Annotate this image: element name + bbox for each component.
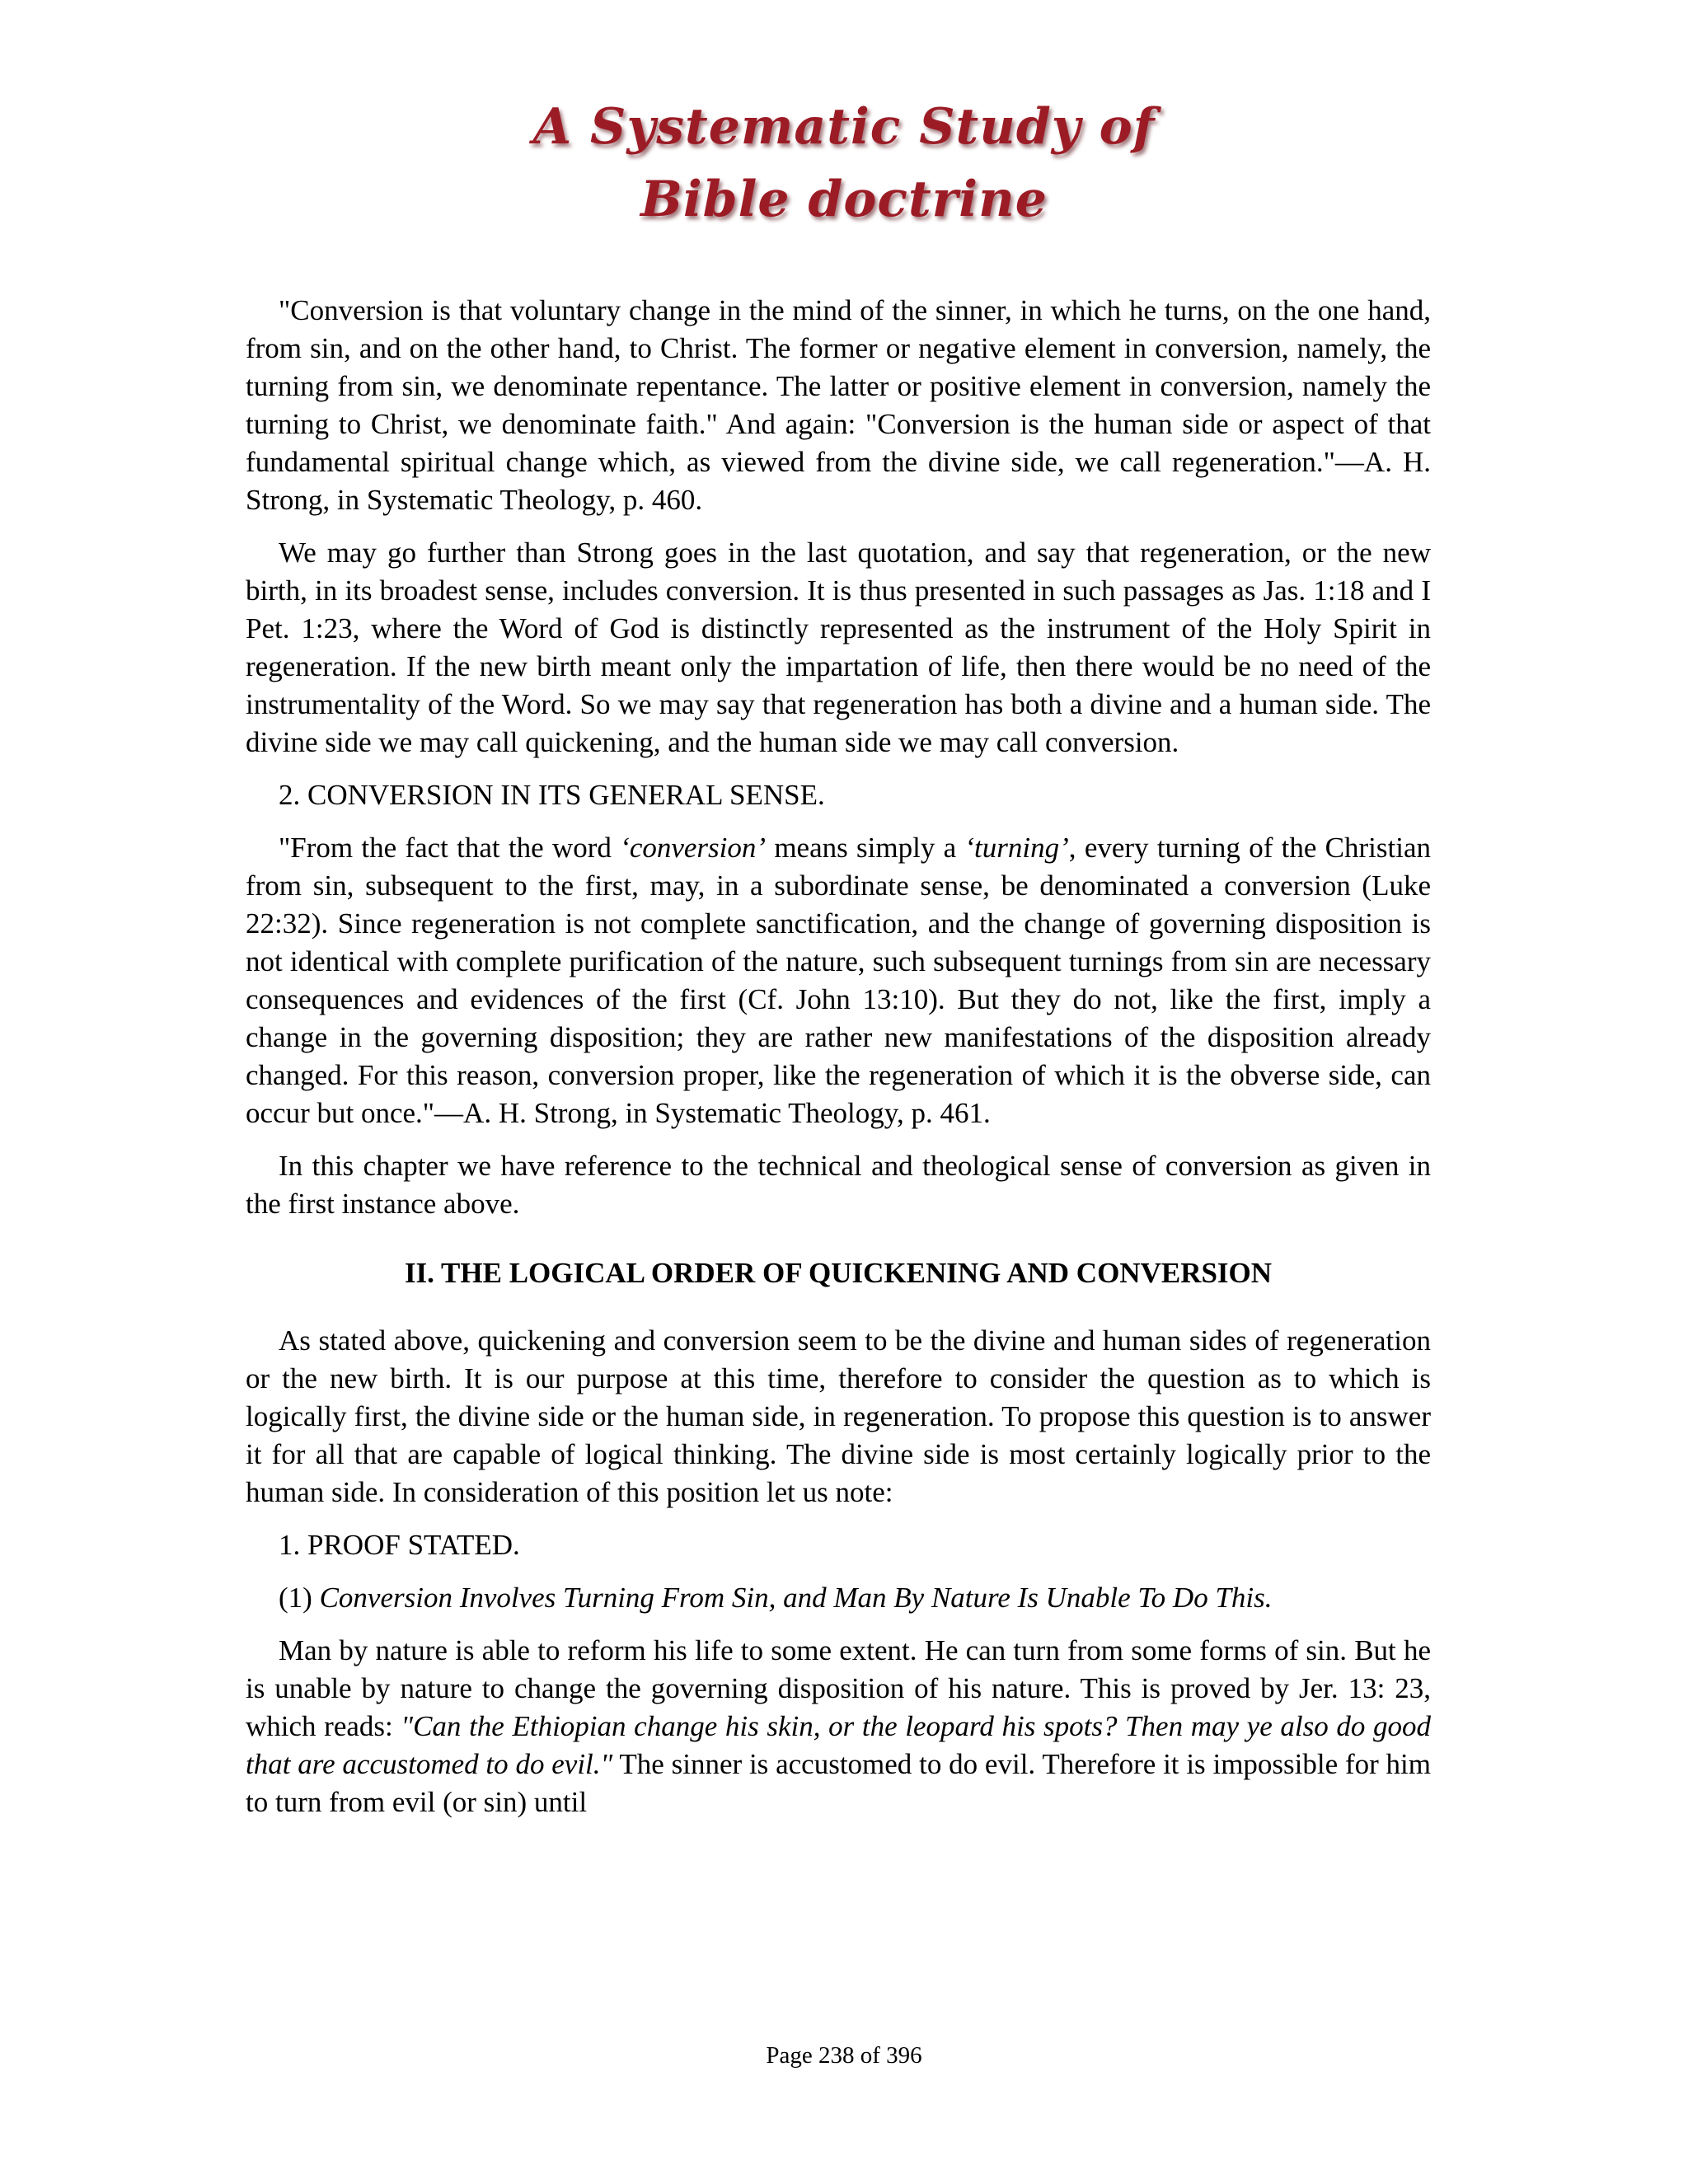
paragraph-chapter-reference: In this chapter we have reference to the technical and theological sense of conversion as given in the first instance above. [246,1150,1431,1220]
paragraph-man-by-nature [246,1632,1431,1821]
text-run: Man by nature is able to reform his life to some extent. He can turn from some forms of sin. But he is unable by nature to change the governing disposition of his nature. This is proved by Jer. 13: 23, which reads: [246,1634,1431,1742]
banner-line-2: Bible doctrine [640,171,1048,228]
point-number: (1) [279,1582,320,1614]
page-number-footer: Page 238 of 396 [766,2042,922,2069]
text-run: "From the fact that the word [279,832,621,864]
banner-line-1: A Systematic Study of [532,98,1156,156]
italic-term-conversion: ‘conversion’ [620,832,767,864]
paragraph-new-birth: We may go further than Strong goes in the last quotation, and say that regeneration, or the new birth, in its broadest sense, includes conversion. It is thus presented in such passages as Jas. 1:18 and I Pet. 1:23, where the Word of God is distinctly represented as the instrument of the Holy Spirit in regeneration. If the new birth meant only the impartation of life, then there would be no need of the instrumentality of the Word. So we may say that regeneration has both a divine and a human side. The divine side we may call quickening, and the human side we may call conversion. [246,537,1431,758]
scripture-quote-jer-13-23: "Can the Ethiopian change his skin, or the leopard his spots? Then may ye also do good that are accustomed to do evil." [246,1710,1432,1780]
point-one-heading [246,1579,1431,1617]
section-heading: II. THE LOGICAL ORDER OF QUICKENING AND CONVERSION [404,1257,1273,1289]
page-body [246,292,1431,1836]
subsection-general-sense: 2. CONVERSION IN ITS GENERAL SENSE. [279,779,825,811]
text-run: means simply a [766,832,965,864]
text-run: , every turning of the Christian from sin, subsequent to the first, may, in a subordinate sense, be denominated a conversion (Luke 22:32). Since regeneration is not complete sanctification, and the change of governing disposition is not identical with complete purification of the nature, such subsequent turnings from sin are necessary consequences and evidences of the first (Cf. John 13:10). But they do not, like the first, imply a change in the governing disposition; they are rather new manifestations of the disposition already changed. For this reason, conversion proper, like the regeneration of which it is the obverse side, can occur but once."—A. H. Strong, in Systematic Theology, p. 461. [246,832,1431,1129]
text-run: The sinner is accustomed to do evil. Therefore it is impossible for him to turn from evil (or sin) until [246,1748,1432,1818]
point-one-title: Conversion Involves Turning From Sin, and Man By Nature Is Unable To Do This. [319,1582,1273,1614]
paragraph-strong-quote: "Conversion is that voluntary change in the mind of the sinner, in which he turns, on the one hand, from sin, and on the other hand, to Christ. The former or negative element in conversion, namely, the turning from sin, we denominate repentance. The latter or positive element in conversion, namely the turning to Christ, we denominate faith." And again: "Conversion is the human side or aspect of that fundamental spiritual change which, as viewed from the divine side, we call regeneration."—A. H. Strong, in Systematic Theology, p. 460. [246,294,1431,516]
paragraph-logical-order: As stated above, quickening and conversion seem to be the divine and human sides of regeneration or the new birth. It is our purpose at this time, therefore to consider the question as to which is logically first, the divine side or the human side, in regeneration. To propose this question is to answer it for all that are capable of logical thinking. The divine side is most certainly logically prior to the human side. In consideration of this position let us note: [246,1324,1431,1508]
book-title-banner [0,91,1688,236]
italic-term-turning: ‘turning’ [964,832,1069,864]
paragraph-general-sense [246,829,1431,1132]
subsection-proof-stated: 1. PROOF STATED. [279,1529,520,1561]
